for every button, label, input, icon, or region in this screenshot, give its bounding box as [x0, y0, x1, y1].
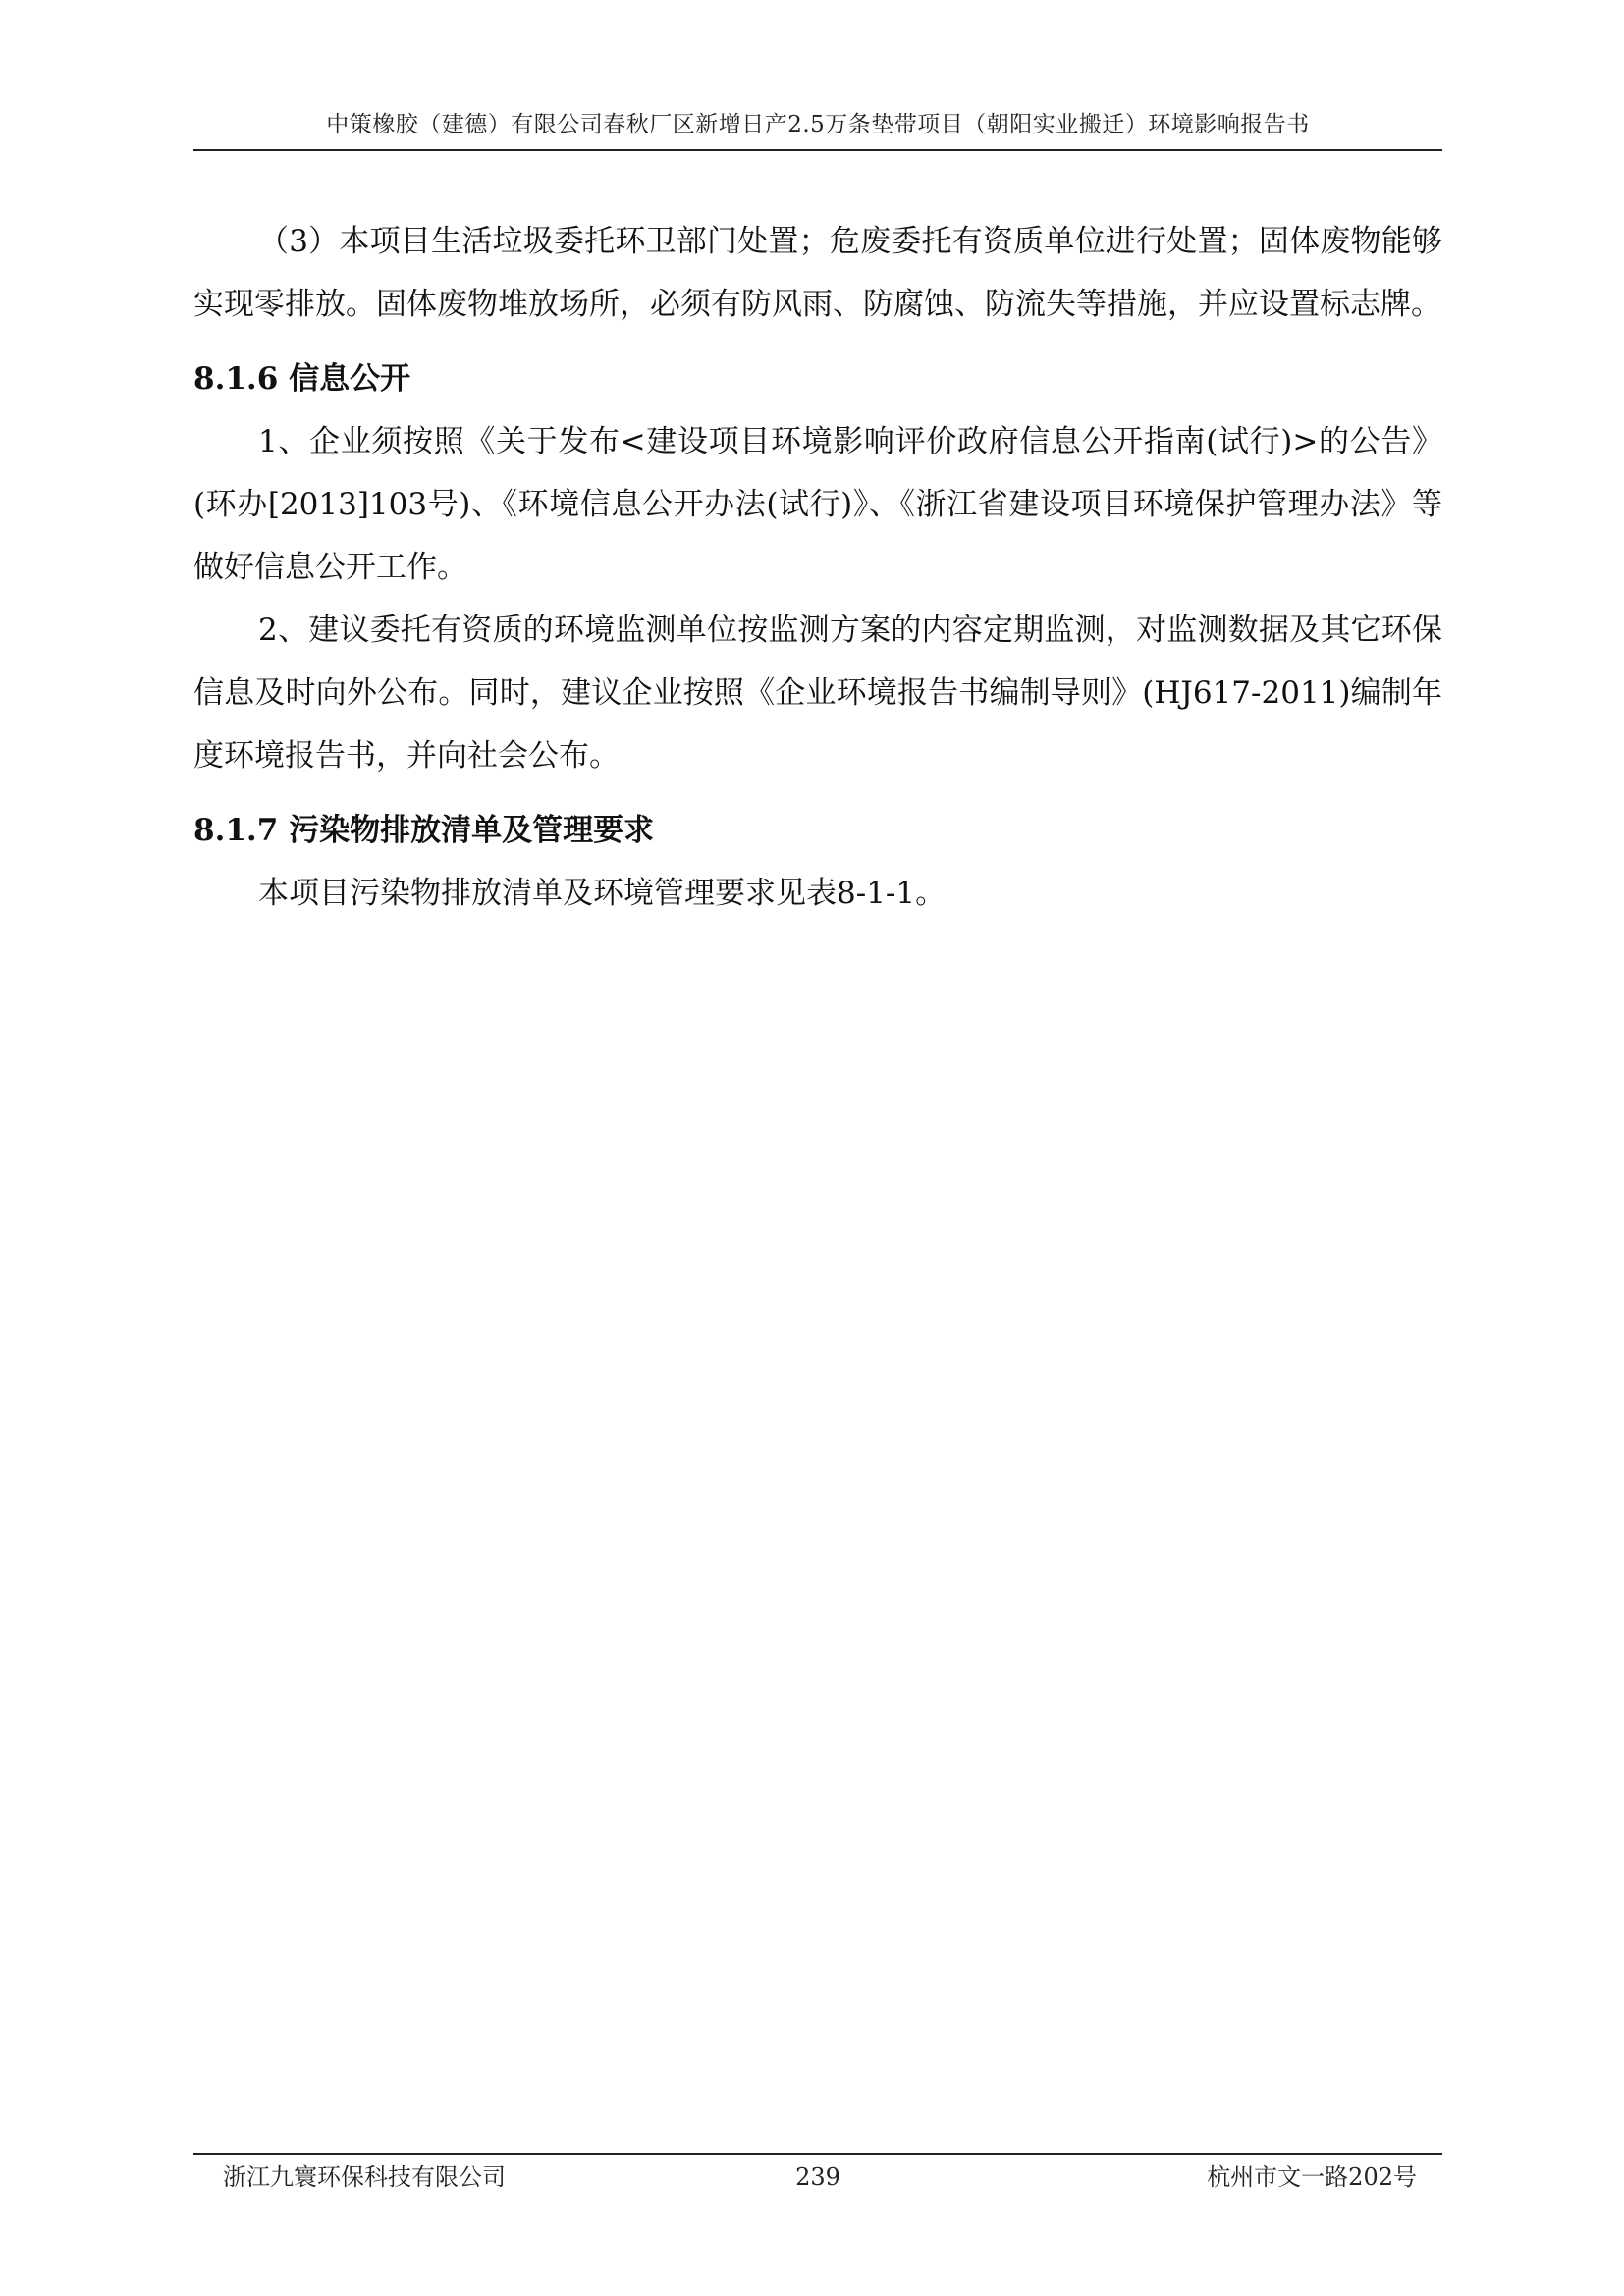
paragraph-disclosure-2: 2、建议委托有资质的环境监测单位按监测方案的内容定期监测，对监测数据及其它环保信息及时向外公布。同时，建议企业按照《企业环境报告书编制导则》(HJ617-2011)编制年度环境报告书，并向社会公布。: [193, 613, 1442, 774]
footer-page-number: 239: [795, 2163, 840, 2191]
page-footer: [193, 2160, 1442, 2195]
footer-company: 浙江九寰环保科技有限公司: [223, 2163, 506, 2191]
header-divider: [193, 149, 1442, 151]
footer-address: 杭州市文一路202号: [1207, 2163, 1417, 2191]
paragraph-solid-waste: （3）本项目生活垃圾委托环卫部门处置；危废委托有资质单位进行处置；固体废物能够实现零排放。固体废物堆放场所，必须有防风雨、防腐蚀、防流失等措施，并应设置标志牌。: [193, 224, 1442, 322]
document-body: [193, 210, 1442, 925]
footer-divider: [193, 2153, 1442, 2155]
section-heading-info-disclosure: 8.1.6 信息公开: [193, 361, 411, 397]
page-header-title: 中策橡胶（建德）有限公司春秋厂区新增日产2.5万条垫带项目（朝阳实业搬迁）环境影响报告书: [326, 112, 1310, 137]
paragraph-disclosure-1: 1、企业须按照《关于发布<建设项目环境影响评价政府信息公开指南(试行)>的公告》(环办[2013]103号)、《环境信息公开办法(试行)》、《浙江省建设项目环境保护管理办法》等做好信息公开工作。: [193, 424, 1442, 585]
section-heading-pollutant-list: 8.1.7 污染物排放清单及管理要求: [193, 813, 655, 848]
paragraph-pollutant-list: 本项目污染物排放清单及环境管理要求见表8-1-1。: [258, 876, 947, 911]
